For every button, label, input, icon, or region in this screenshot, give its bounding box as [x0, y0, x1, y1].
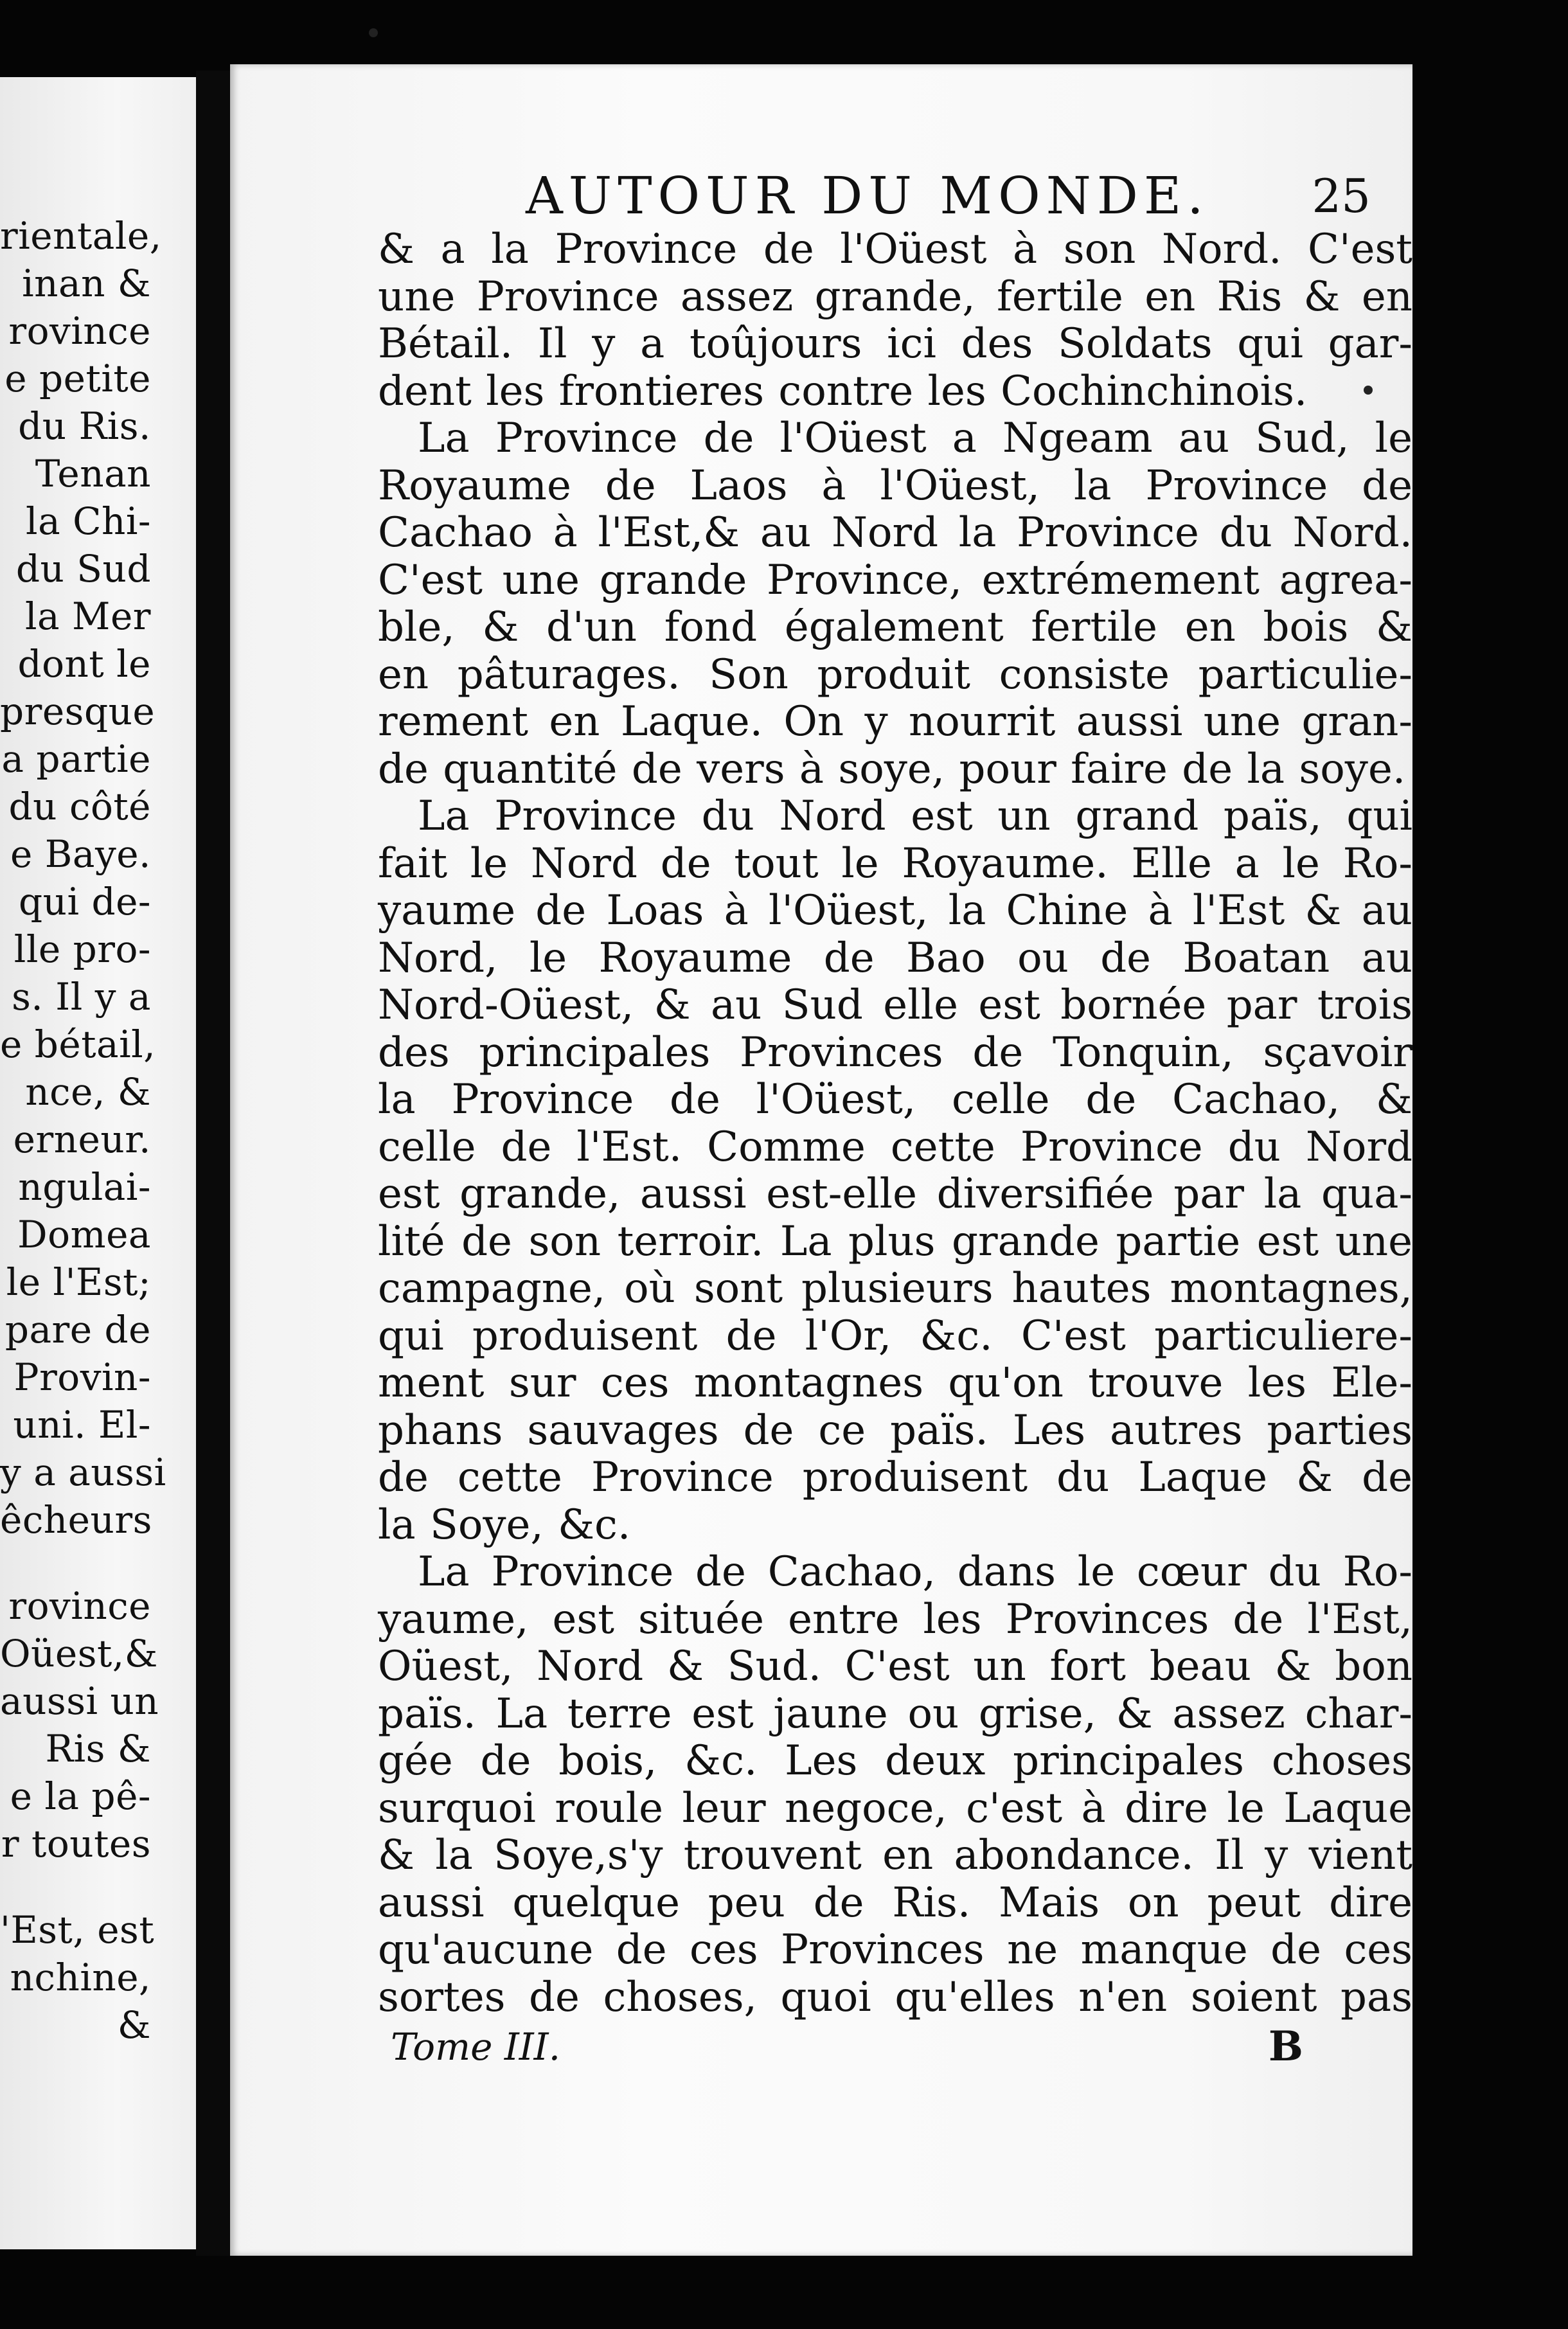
paragraph-start-line: La Province de l'Oüest a Ngeam au Sud, le: [418, 415, 1412, 462]
dust-speck: [1364, 386, 1373, 395]
text-line: de quantité de vers à soye, pour faire de la soye.: [378, 745, 1406, 793]
left-line: Domea: [17, 1213, 151, 1256]
text-line: campagne, où sont plusieurs hautes montagnes,: [378, 1265, 1412, 1312]
left-line: a partie: [1, 737, 151, 781]
left-line: la Chi-: [26, 499, 151, 543]
left-line: êcheurs: [0, 1498, 152, 1542]
page-header: [378, 164, 1470, 228]
left-line: du Ris.: [18, 404, 151, 448]
text-line: sortes de choses, quoi qu'elles n'en soient pas: [378, 1973, 1412, 2021]
left-line: presque: [0, 690, 156, 733]
left-line: du Sud: [15, 547, 151, 591]
left-line: rientale,: [0, 214, 162, 258]
left-line: dont le: [17, 642, 151, 686]
text-line: Bétail. Il y a toûjours ici des Soldats qui gar-: [378, 320, 1412, 368]
paragraph-start-line: La Province du Nord est un grand païs, qui: [418, 792, 1412, 840]
book-spine-shadow: [196, 71, 231, 2256]
page-footer: [391, 2018, 1303, 2076]
text-line: Royaume de Laos à l'Oüest, la Province de: [378, 461, 1412, 510]
left-line: nce, &: [25, 1070, 151, 1114]
paragraph-start-line: La Province de Cachao, dans le cœur du Ro-: [418, 1548, 1412, 1596]
text-line: des principales Provinces de Tonquin, sçavoir: [378, 1028, 1412, 1076]
left-line: 'Est, est: [0, 1908, 155, 1952]
text-line: dent les frontieres contre les Cochinchinois.: [378, 367, 1308, 415]
text-line: qu'aucune de ces Provinces ne manque de ces: [378, 1926, 1412, 1974]
left-line: Tenan: [35, 452, 151, 495]
running-title: AUTOUR DU MONDE.: [526, 166, 1209, 226]
left-line: Oüest,&: [0, 1632, 158, 1675]
text-line: C'est une grande Province, extrémement agrea-: [378, 556, 1412, 604]
left-line: e Baye.: [10, 832, 151, 876]
text-line: aussi quelque peu de Ris. Mais on peut dire: [378, 1878, 1412, 1927]
left-line: e petite: [4, 357, 151, 400]
text-line: la Soye, &c.: [378, 1501, 631, 1549]
text-line: & a la Province de l'Oüest à son Nord. C'est: [378, 226, 1412, 273]
text-line: en pâturages. Son produit consiste particulie-: [378, 650, 1412, 699]
left-line: lle pro-: [13, 927, 151, 971]
left-page-fragment: [0, 77, 196, 2249]
left-line: uni. El-: [13, 1403, 151, 1447]
text-line: païs. La terre est jaune ou grise, & assez char-: [378, 1690, 1412, 1738]
text-line: Nord, le Royaume de Bao ou de Boatan au: [378, 934, 1412, 982]
text-line: de cette Province produisent du Laque & de: [378, 1454, 1412, 1501]
text-line: qui produisent de l'Or, &c. C'est particuliere-: [378, 1312, 1412, 1360]
text-line: ble, & d'un fond également fertile en bois &: [378, 603, 1412, 651]
left-line: rovince: [8, 1584, 151, 1628]
volume-label: Tome III.: [391, 2025, 561, 2069]
left-line: erneur.: [13, 1118, 151, 1161]
left-line: &: [117, 2003, 151, 2047]
left-blank-gap: [0, 1868, 196, 1906]
left-line: nchine,: [10, 1956, 151, 1999]
text-line: lité de son terroir. La plus grande partie est une: [378, 1217, 1412, 1265]
left-line: pare de: [4, 1308, 151, 1352]
left-line: la Mer: [24, 594, 151, 638]
text-line: surquoi roule leur negoce, c'est à dire le Laque: [378, 1784, 1412, 1832]
text-line: Oüest, Nord & Sud. C'est un fort beau & bon: [378, 1643, 1412, 1690]
text-line: yaume, est située entre les Provinces de l'Est,: [378, 1595, 1412, 1643]
left-line: Ris &: [45, 1727, 151, 1771]
text-line: ment sur ces montagnes qu'on trouve les Ele-: [378, 1359, 1412, 1407]
text-line: gée de bois, &c. Les deux principales choses: [378, 1737, 1412, 1785]
left-line: s. Il y a: [12, 975, 151, 1019]
text-line: la Province de l'Oüest, celle de Cachao, &: [378, 1076, 1412, 1123]
text-line: Cachao à l'Est,& au Nord la Province du Nord.: [378, 509, 1412, 557]
page-number: 25: [1312, 169, 1371, 223]
left-blank-gap: [0, 1544, 196, 1582]
right-page: [230, 64, 1412, 2256]
text-line: est grande, aussi est-elle diversifiée par la qua-: [378, 1170, 1412, 1218]
left-line: rovince: [8, 309, 151, 353]
left-page-text: [0, 212, 196, 2049]
text-line: yaume de Loas à l'Oüest, la Chine à l'Est & au: [378, 887, 1412, 934]
dust-speck: [369, 28, 378, 37]
left-line: le l'Est;: [6, 1260, 151, 1304]
left-line: inan &: [22, 262, 151, 305]
signature-mark: B: [1268, 2022, 1303, 2071]
left-line: du côté: [8, 785, 151, 828]
left-line: e la pê-: [10, 1774, 151, 1818]
left-line: r toutes: [1, 1822, 151, 1866]
text-line: Nord-Oüest, & au Sud elle est bornée par trois: [378, 981, 1412, 1029]
body-text: [378, 226, 1412, 2021]
text-line: rement en Laque. On y nourrit aussi une gran-: [378, 698, 1412, 745]
text-line: phans sauvages de ce païs. Les autres parties: [378, 1406, 1412, 1454]
text-line: une Province assez grande, fertile en Ris & en: [378, 272, 1412, 321]
left-line: e bétail,: [0, 1022, 156, 1066]
left-line: ngulai-: [18, 1165, 151, 1209]
left-line: qui de-: [18, 880, 151, 924]
text-line: fait le Nord de tout le Royaume. Elle a le Ro-: [378, 839, 1412, 888]
left-line: y a aussi: [0, 1450, 166, 1494]
left-line: Provin-: [13, 1355, 151, 1399]
text-line: celle de l'Est. Comme cette Province du Nord: [378, 1123, 1412, 1171]
left-line: aussi un: [0, 1679, 159, 1723]
text-line: & la Soye,s'y trouvent en abondance. Il y vient: [378, 1832, 1412, 1879]
